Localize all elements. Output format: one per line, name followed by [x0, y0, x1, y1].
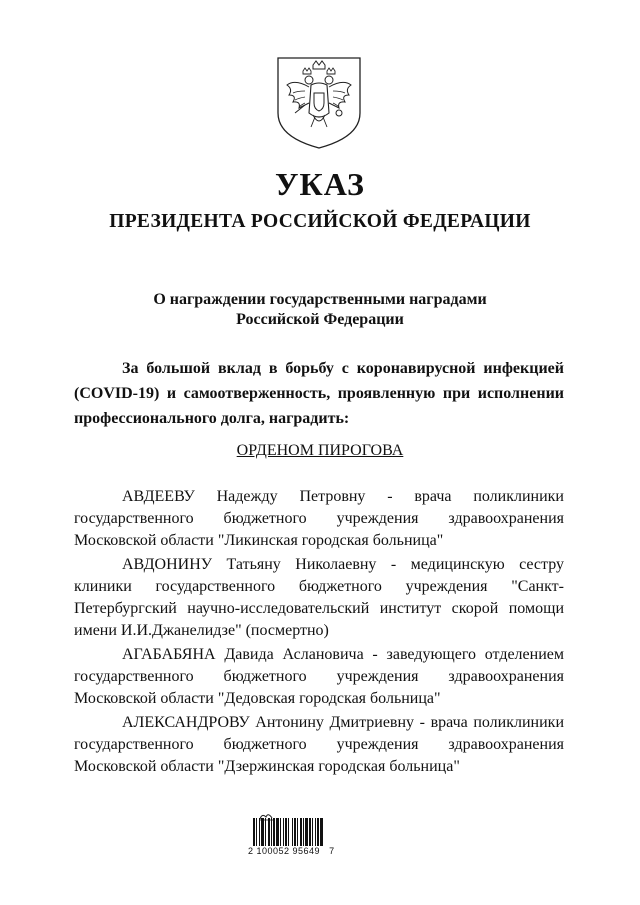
awardee-line: АГАБАБЯНА Давида Аслановича - заведующего отделением	[122, 646, 564, 663]
intro-line: За большой вклад в борьбу с коронавирусной инфекцией	[122, 360, 564, 377]
barcode-icon	[253, 818, 349, 848]
awardee-line: имени И.И.Джанелидзе" (посмертно)	[74, 622, 329, 639]
order-name: ОРДЕНОМ ПИРОГОВА	[236, 442, 404, 459]
awardee-line: государственного бюджетного учреждения здравоохранения	[74, 668, 564, 685]
awardee-line: государственного бюджетного учреждения здравоохранения	[74, 736, 564, 753]
barcode-number: 2 100052 95649 7	[248, 846, 335, 856]
intro-line: профессионального долга, наградить:	[74, 410, 350, 427]
awardee-line: клиники государственного бюджетного учреждения "Санкт-	[74, 578, 564, 595]
awardee-entry	[74, 712, 564, 778]
awardee-line: АВДОНИНУ Татьяну Николаевну - медицинскую сестру	[122, 556, 564, 573]
document-title: УКАЗ	[275, 166, 365, 202]
decree-heading	[0, 290, 640, 330]
awardee-entry	[74, 486, 564, 552]
awardee-line: Петербургский научно-исследовательский институт скорой помощи	[74, 600, 564, 617]
heading-line: Российской Федерации	[236, 311, 404, 328]
awardee-entry	[74, 554, 564, 642]
heading-line: О награждении государственными наградами	[153, 291, 487, 308]
awardee-line: государственного бюджетного учреждения здравоохранения	[74, 510, 564, 527]
intro-line: (COVID-19) и самоотверженность, проявленную при исполнении	[74, 385, 564, 402]
decree-intro	[74, 356, 564, 431]
awardee-entry	[74, 644, 564, 710]
document-subtitle: ПРЕЗИДЕНТА РОССИЙСКОЙ ФЕДЕРАЦИИ	[109, 211, 531, 232]
awardee-line: Московской области "Дзержинская городская больница"	[74, 758, 460, 775]
awardee-line: АВДЕЕВУ Надежду Петровну - врача поликлиники	[122, 488, 564, 505]
awardee-line: АЛЕКСАНДРОВУ Антонину Дмитриевну - врача поликлиники	[122, 714, 564, 731]
coat-of-arms-icon	[275, 55, 363, 151]
awardee-line: Московской области "Дедовская городская больница"	[74, 690, 441, 707]
awardee-line: Московской области "Ликинская городская больница"	[74, 532, 444, 549]
awardee-list	[74, 486, 564, 778]
printer-mark-icon	[258, 808, 274, 818]
